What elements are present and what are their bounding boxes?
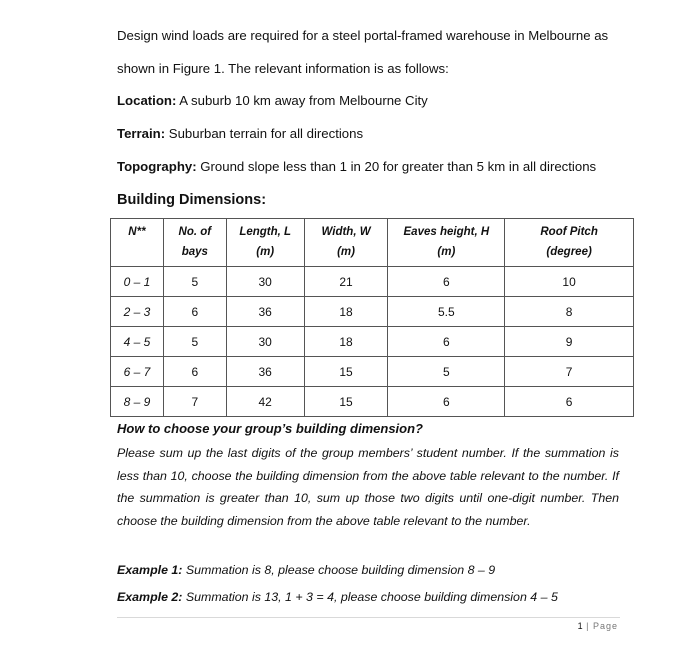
cell-n: 8 – 9 (111, 387, 164, 417)
header-cell-eaves-height: Eaves height, H (m) (388, 219, 505, 267)
howto-question: How to choose your group’s building dimension? (117, 421, 423, 436)
intro-line-2: shown in Figure 1. The relevant information is as follows: (117, 61, 449, 76)
cell-eaves-height: 6 (388, 327, 505, 357)
cell-eaves-height: 6 (388, 267, 505, 297)
cell-bays: 5 (163, 327, 226, 357)
table-row (111, 357, 634, 387)
topography-label: Topography: (117, 159, 197, 174)
topography-value: Ground slope less than 1 in 20 for greater than 5 km in all directions (200, 159, 597, 174)
header-cell-width: Width, W (m) (304, 219, 388, 267)
cell-bays: 5 (163, 267, 226, 297)
cell-bays: 7 (163, 387, 226, 417)
cell-roof-pitch: 6 (505, 387, 634, 417)
cell-width: 21 (304, 267, 388, 297)
terrain-label: Terrain: (117, 126, 166, 141)
table-row (111, 267, 634, 297)
cell-n: 0 – 1 (111, 267, 164, 297)
footer-divider (117, 617, 620, 618)
cell-roof-pitch: 9 (505, 327, 634, 357)
building-dimensions-table (110, 218, 634, 417)
cell-bays: 6 (163, 297, 226, 327)
terrain-line (117, 126, 621, 142)
example-1 (117, 563, 495, 577)
example-1-label: Example 1: (117, 563, 183, 577)
cell-roof-pitch: 7 (505, 357, 634, 387)
cell-roof-pitch: 10 (505, 267, 634, 297)
table-row (111, 387, 634, 417)
cell-length: 36 (226, 297, 304, 327)
intro-line-1: Design wind loads are required for a steel portal-framed warehouse in Melbourne as (117, 28, 609, 43)
cell-length: 30 (226, 267, 304, 297)
cell-length: 30 (226, 327, 304, 357)
howto-paragraph: Please sum up the last digits of the group members’ student number. If the summation is less than 10, choose the building dimension from the above table relevant to the number. If the summation is greater than 10, sum up those two digits until one-digit number. Then choose the building dimension from the above table relevant to the number. (117, 446, 619, 528)
location-label: Location: (117, 93, 177, 108)
cell-width: 18 (304, 327, 388, 357)
cell-roof-pitch: 8 (505, 297, 634, 327)
topography-line (117, 159, 621, 175)
table-header-row (111, 219, 634, 267)
example-2-text: Summation is 13, 1 + 3 = 4, please choose building dimension 4 – 5 (182, 590, 558, 604)
table-row (111, 327, 634, 357)
cell-bays: 6 (163, 357, 226, 387)
cell-n: 2 – 3 (111, 297, 164, 327)
header-cell-n: N** (111, 219, 164, 267)
cell-eaves-height: 5.5 (388, 297, 505, 327)
header-cell-length: Length, L (m) (226, 219, 304, 267)
example-1-text: Summation is 8, please choose building dimension 8 – 9 (182, 563, 496, 577)
page-footer (578, 621, 618, 631)
example-2 (117, 590, 558, 604)
cell-n: 4 – 5 (111, 327, 164, 357)
page-label: Page (592, 621, 618, 631)
table-row (111, 297, 634, 327)
cell-width: 15 (304, 387, 388, 417)
cell-length: 42 (226, 387, 304, 417)
cell-eaves-height: 6 (388, 387, 505, 417)
building-dimensions-heading: Building Dimensions: (117, 192, 267, 208)
cell-n: 6 – 7 (111, 357, 164, 387)
cell-length: 36 (226, 357, 304, 387)
header-cell-bays: No. of bays (163, 219, 226, 267)
example-2-label: Example 2: (117, 590, 183, 604)
page-separator: | (582, 621, 593, 631)
page-number: 1 (577, 621, 583, 631)
terrain-value: Suburban terrain for all directions (168, 126, 364, 141)
cell-eaves-height: 5 (388, 357, 505, 387)
header-cell-roof-pitch: Roof Pitch (degree) (505, 219, 634, 267)
cell-width: 15 (304, 357, 388, 387)
location-value: A suburb 10 km away from Melbourne City (179, 93, 428, 108)
cell-width: 18 (304, 297, 388, 327)
location-line (117, 93, 621, 109)
